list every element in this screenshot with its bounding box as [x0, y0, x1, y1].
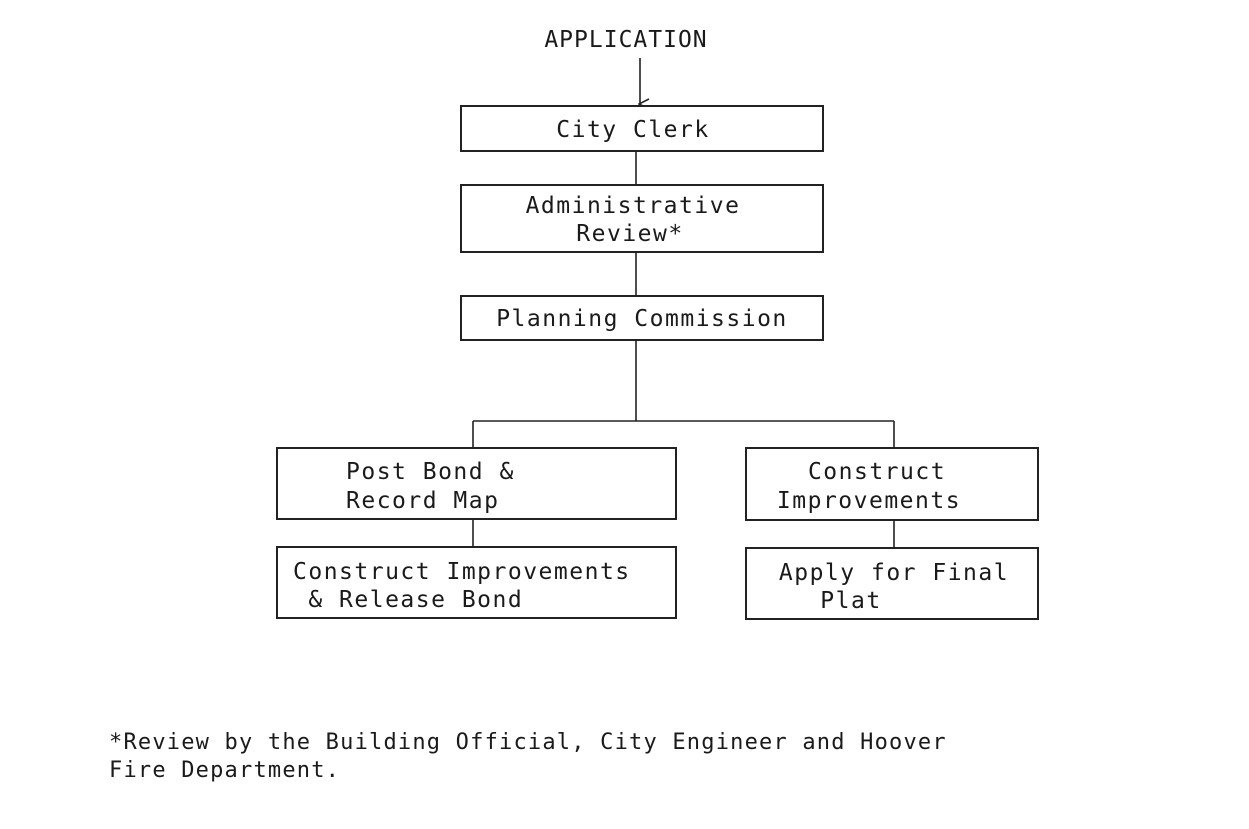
connector-branch [473, 340, 894, 448]
node-post-bond [277, 448, 676, 519]
footnote-line2: Fire Department. [109, 758, 341, 783]
footnote-line1: *Review by the Building Official, City Engineer and Hoover [109, 730, 947, 755]
node-planning-commission-label: Planning Commission [496, 306, 788, 332]
node-apply-final-plat-line1: Apply for Final [778, 560, 1010, 586]
node-administrative-review [461, 185, 823, 252]
application-label: APPLICATION [544, 27, 708, 53]
node-apply-final-plat [746, 548, 1038, 619]
node-construct-release-bond-line1: Construct Improvements [293, 559, 631, 585]
node-construct-improvements-line2: Improvements [776, 488, 962, 514]
node-construct-release-bond-line2: & Release Bond [293, 587, 524, 613]
node-post-bond-line2: Record Map [346, 488, 500, 514]
node-administrative-review-line2: Review* [576, 221, 684, 247]
node-construct-release-bond [277, 547, 676, 618]
node-construct-improvements [746, 448, 1038, 520]
node-administrative-review-line1: Administrative [525, 193, 741, 219]
node-planning-commission [461, 296, 823, 340]
node-post-bond-line1: Post Bond & [346, 459, 515, 485]
node-city-clerk-label: City Clerk [556, 117, 710, 143]
node-apply-final-plat-line2: Plat [820, 588, 882, 614]
node-construct-improvements-line1: Construct [807, 459, 947, 485]
node-city-clerk [461, 106, 823, 151]
